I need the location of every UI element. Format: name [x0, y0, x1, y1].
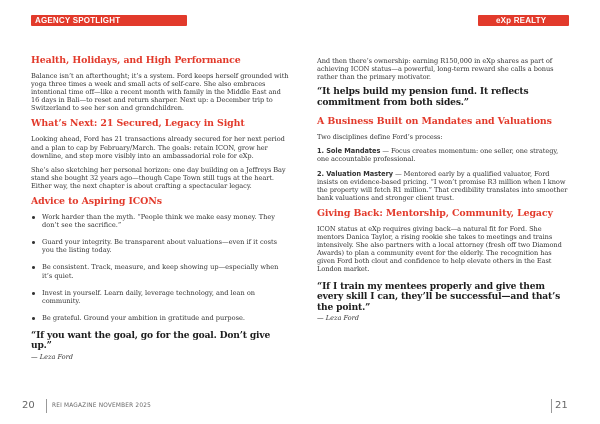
- sole-mandates-text: — Focus creates momentum: one seller, one strategy, one accountable professional.: [317, 147, 559, 164]
- paragraph-ownership: And then there’s ownership: earning R150,000 in eXp shares as part of achieving ICON status—a powerful, long-term reward she calls a bonus rather than the primary motivator.: [317, 57, 554, 82]
- paragraph-looking-ahead: Looking ahead, Ford has 21 transactions already secured for her next period and a plan to cap by February/March. The goals: retain ICON, grow her downline, and step more visibly into an ambassadorial role for eXp.: [31, 135, 285, 160]
- page-number-right: 21: [555, 400, 568, 411]
- paragraph-two-disciplines: Two disciplines define Ford’s process:: [317, 133, 443, 142]
- left-column: [31, 55, 289, 361]
- pull-quote-pension: “It helps build my pension fund. It reflects commitment from both sides.”: [317, 86, 529, 108]
- heading-giving-back: Giving Back: Mentorship, Community, Legacy: [317, 207, 553, 219]
- paragraph-personal-horizon: She’s also sketching her personal horizon: one day building on a Jeffreys Bay stand she bought 32 years ago—though Cape Town still tugs at the heart. Either way, the next chapter is about crafting a spectacular legacy.: [31, 165, 286, 190]
- magazine-issue-label: REI MAGAZINE NOVEMBER 2025: [52, 403, 151, 409]
- list-item: Be consistent. Track, measure, and keep showing up—especially when it’s quiet.: [31, 263, 289, 279]
- list-item: Guard your integrity. Be transparent about valuations—even if it costs you the listing today.: [31, 238, 289, 254]
- heading-whats-next: What’s Next: 21 Secured, Legacy in Sight: [31, 118, 245, 130]
- right-column: [317, 57, 569, 322]
- list-item: Work harder than the myth. “People think we make easy money. They don’t see the sacrifice.”: [31, 213, 289, 229]
- list-item: Invest in yourself. Learn daily, leverage technology, and lean on community.: [31, 289, 289, 305]
- quote-author: — Leza Ford: [317, 314, 360, 322]
- heading-health-holidays: Health, Holidays, and High Performance: [31, 55, 241, 66]
- quote-author: — Leza Ford: [31, 352, 74, 361]
- list-item: Be grateful. Ground your ambition in gratitude and purpose.: [31, 314, 289, 322]
- advice-list: [31, 213, 289, 322]
- heading-advice: Advice to Aspiring ICONs: [31, 196, 162, 208]
- pull-quote-mentees: “If I train my mentees properly and give them every skill I can, they’ll be successful—and that’s the point.”: [317, 280, 561, 313]
- section-tag-agency-spotlight: AGENCY SPOTLIGHT: [31, 15, 187, 26]
- paragraph-icon-status: ICON status at eXp requires giving back—a natural fit for Ford. She mentors Danica Taylor, a rising rookie she takes to meetings and trains intensively. She also partners with a local attorney (fresh off two Diamond Awards) to plan a community event for the elderly. The recognition has given Ford both clout and confidence to help elevate others in the East London market.: [317, 224, 562, 274]
- paragraph-valuation-mastery: [317, 170, 569, 202]
- footer-divider-left: [46, 399, 47, 413]
- page-number-left: 20: [22, 400, 35, 411]
- sole-mandates-label: 1. Sole Mandates: [317, 147, 381, 156]
- section-tag-exp-realty: eXp REALTY: [478, 15, 569, 26]
- heading-mandates-valuations: A Business Built on Mandates and Valuations: [317, 116, 552, 128]
- valuation-mastery-label: 2. Valuation Mastery: [317, 169, 394, 178]
- valuation-mastery-text: — Mentored early by a qualified valuator, Ford insists on evidence-based pricing. “I won’t promise R3 million when I know the property will fetch R1 million.” That credibility translates into smoother bank valuations and stronger client trust.: [317, 169, 568, 202]
- paragraph-sole-mandates: [317, 147, 569, 163]
- paragraph-balance: Balance isn’t an afterthought; it’s a system. Ford keeps herself grounded with yoga three times a week and small acts of self-care. She also embraces intentional time off—like a recent month with family in the Middle East and 16 days in Bali—to reset and return sharper. Next up: a December trip to Switzerland to see her son and grandchildren.: [31, 72, 289, 113]
- pull-quote-goal: “If you want the goal, go for the goal. Don’t give up.”: [31, 329, 271, 352]
- footer-divider-right: [551, 399, 552, 413]
